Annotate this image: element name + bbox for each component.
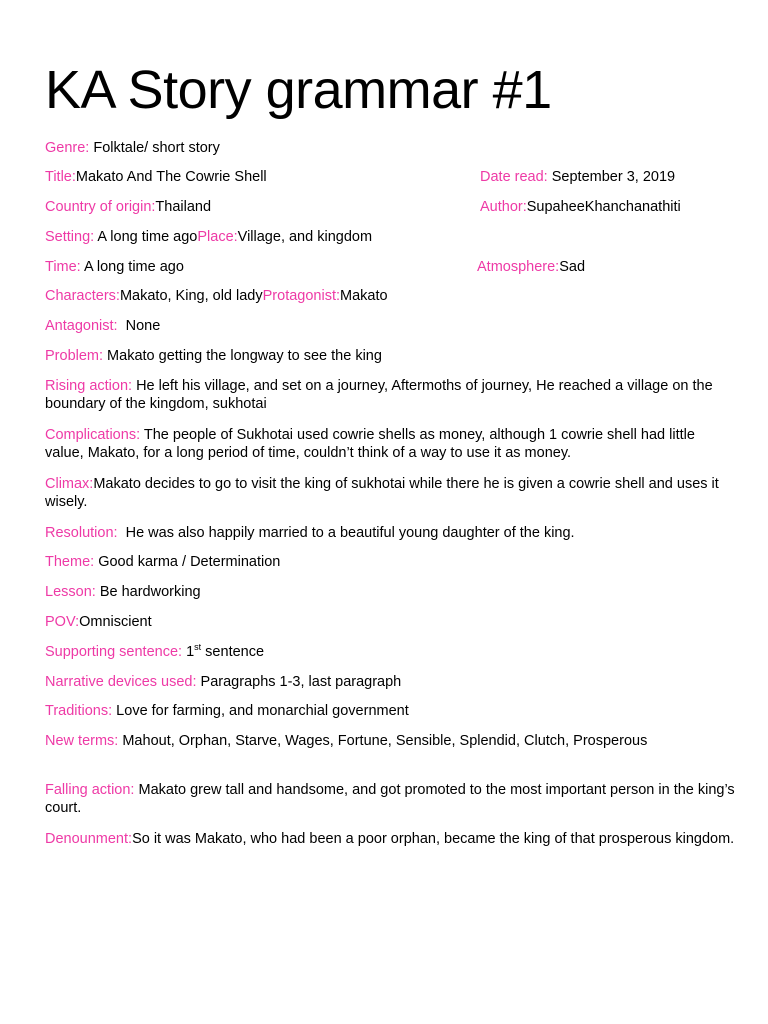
narrative-label: Narrative devices used: [45, 674, 197, 690]
climax-label: Climax: [45, 476, 94, 492]
place-label: Place: [197, 229, 238, 245]
time-row [45, 258, 184, 276]
resolution-label: Resolution: [45, 525, 118, 541]
lesson-value: Be hardworking [95, 584, 201, 600]
new-terms-row [45, 732, 735, 750]
denounment-label: Denounment: [45, 831, 133, 847]
complications-row [45, 426, 735, 462]
genre-label: Genre: [45, 140, 90, 156]
setting-row [45, 228, 372, 246]
pov-value: Omniscient [79, 614, 152, 630]
antagonist-value: None [117, 318, 161, 334]
problem-row [45, 347, 382, 365]
characters-row [45, 287, 388, 305]
pov-row [45, 613, 152, 631]
resolution-row [45, 524, 575, 542]
characters-value: Makato, King, old lady [119, 288, 263, 304]
problem-value: Makato getting the longway to see the king [103, 348, 382, 364]
supporting-row [45, 643, 264, 661]
lesson-row [45, 583, 201, 601]
title-label: Title: [45, 169, 76, 185]
supporting-value-num: 1 [182, 644, 195, 660]
title-value: Makato And The Cowrie Shell [75, 169, 267, 185]
denounment-row [45, 830, 735, 848]
setting-label: Setting: [45, 229, 95, 245]
new-terms-label: New terms: [45, 733, 119, 749]
protagonist-value: Makato [340, 288, 388, 304]
supporting-value-rest: sentence [201, 644, 265, 660]
rising-action-row [45, 377, 735, 413]
page-title: KA Story grammar #1 [45, 60, 552, 120]
country-label: Country of origin: [45, 199, 156, 215]
characters-label: Characters: [45, 288, 120, 304]
antagonist-row [45, 317, 160, 335]
denounment-value: So it was Makato, who had been a poor orphan, became the king of that prosperous kingdom. [132, 831, 735, 847]
falling-action-row [45, 781, 735, 817]
date-read-label: Date read: [480, 169, 548, 185]
resolution-value: He was also happily married to a beautiful young daughter of the king. [117, 525, 575, 541]
traditions-row [45, 702, 409, 720]
pov-label: POV: [45, 614, 80, 630]
traditions-value: Love for farming, and monarchial government [112, 703, 409, 719]
falling-action-value: Makato grew tall and handsome, and got promoted to the most important person in the king’s court. [45, 782, 735, 816]
author-label: Author: [480, 199, 527, 215]
date-read-row [480, 168, 675, 186]
complications-value: The people of Sukhotai used cowrie shells as money, although 1 cowrie shell had little value, Makato, for a long period of time, couldn’t think of a way to use it as money. [45, 427, 695, 461]
author-value: SupaheeKhanchanathiti [526, 199, 681, 215]
lesson-label: Lesson: [45, 584, 96, 600]
theme-label: Theme: [45, 554, 95, 570]
narrative-value: Paragraphs 1-3, last paragraph [196, 674, 402, 690]
atmosphere-label: Atmosphere: [477, 259, 560, 275]
theme-row [45, 553, 280, 571]
setting-value: A long time ago [94, 229, 198, 245]
author-row [480, 198, 681, 216]
time-value: A long time ago [80, 259, 184, 275]
problem-label: Problem: [45, 348, 104, 364]
genre-row [45, 139, 220, 157]
traditions-label: Traditions: [45, 703, 113, 719]
country-row [45, 198, 211, 216]
climax-row [45, 475, 735, 511]
supporting-value-sup: st [194, 642, 202, 653]
time-label: Time: [45, 259, 81, 275]
narrative-row [45, 673, 401, 691]
climax-value: Makato decides to go to visit the king of sukhotai while there he is given a cowrie shell and uses it wisely. [45, 476, 719, 510]
antagonist-label: Antagonist: [45, 318, 118, 334]
falling-action-label: Falling action: [45, 782, 135, 798]
atmosphere-value: Sad [559, 259, 586, 275]
protagonist-label: Protagonist: [262, 288, 341, 304]
place-value: Village, and kingdom [237, 229, 373, 245]
theme-value: Good karma / Determination [94, 554, 281, 570]
title-row [45, 168, 267, 186]
rising-action-value: He left his village, and set on a journey, Aftermoths of journey, He reached a village on the boundary of the kingdom, sukhotai [45, 378, 713, 412]
genre-value: Folktale/ short story [89, 140, 220, 156]
complications-label: Complications: [45, 427, 141, 443]
country-value: Thailand [155, 199, 212, 215]
atmosphere-row [477, 258, 585, 276]
new-terms-value: Mahout, Orphan, Starve, Wages, Fortune, Sensible, Splendid, Clutch, Prosperous [118, 733, 648, 749]
date-read-value: September 3, 2019 [547, 169, 676, 185]
supporting-label: Supporting sentence: [45, 644, 183, 660]
rising-action-label: Rising action: [45, 378, 133, 394]
